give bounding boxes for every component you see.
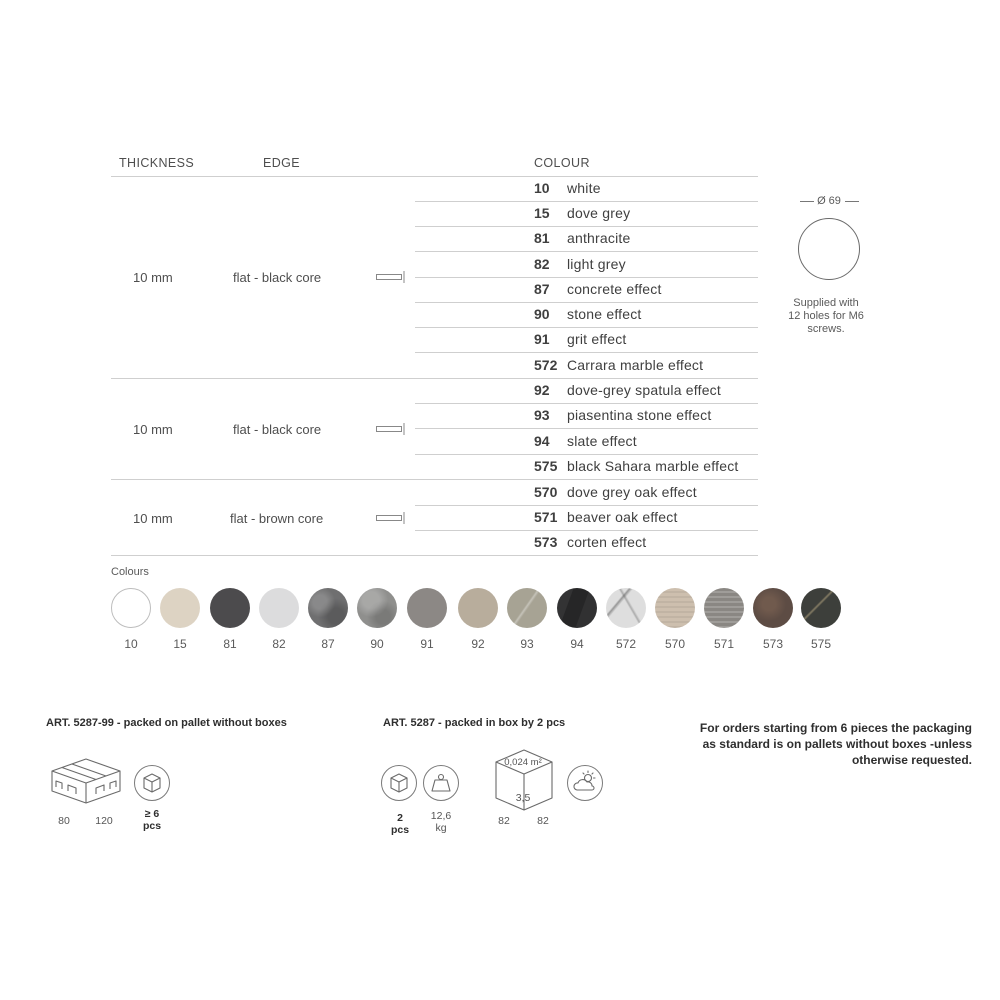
colour-name: stone effect bbox=[567, 306, 642, 322]
colour-name: dove grey bbox=[567, 205, 631, 221]
header-colour: COLOUR bbox=[534, 156, 590, 170]
swatch-carrara bbox=[606, 588, 646, 628]
note-line: as standard is on pallets without boxes -unless bbox=[702, 737, 972, 751]
weather-icon bbox=[568, 766, 602, 800]
colour-name: concrete effect bbox=[567, 281, 662, 297]
colour-name: dove grey oak effect bbox=[567, 484, 697, 500]
pallet-qty-line: ≥ 6 bbox=[144, 808, 160, 820]
colour-row bbox=[534, 530, 758, 555]
supplied-line: Supplied with bbox=[793, 297, 859, 309]
colour-code: 570 bbox=[534, 484, 558, 500]
box-dim-a: 82 bbox=[498, 815, 510, 827]
colour-name: dove-grey spatula effect bbox=[567, 382, 721, 398]
weight-circle bbox=[423, 765, 459, 801]
swatch-dove-grey-oak bbox=[655, 588, 695, 628]
colour-code: 15 bbox=[534, 205, 550, 221]
box-icon bbox=[382, 766, 416, 800]
box-weight bbox=[424, 810, 458, 834]
colour-row bbox=[534, 454, 758, 479]
pallet-title: ART. 5287-99 - packed on pallet without boxes bbox=[46, 717, 287, 729]
colour-row bbox=[534, 378, 758, 403]
box-icon bbox=[135, 766, 169, 800]
box-pieces-line: pcs bbox=[390, 824, 410, 836]
colour-name: grit effect bbox=[567, 331, 627, 347]
colour-row bbox=[534, 353, 758, 378]
colour-name: black Sahara marble effect bbox=[567, 458, 739, 474]
colour-code: 92 bbox=[534, 382, 550, 398]
colour-code: 571 bbox=[534, 509, 558, 525]
colour-row bbox=[534, 327, 758, 352]
pallet-qty-line: pcs bbox=[142, 820, 162, 832]
diameter-label: Ø 69 bbox=[817, 195, 841, 207]
colour-row bbox=[534, 429, 758, 454]
colour-code: 572 bbox=[534, 357, 558, 373]
swatch-label: 572 bbox=[615, 637, 637, 651]
swatch-concrete bbox=[308, 588, 348, 628]
edge-profile-icon bbox=[376, 271, 406, 283]
colour-code: 90 bbox=[534, 306, 550, 322]
colour-code: 573 bbox=[534, 534, 558, 550]
group-3-thickness: 10 mm bbox=[133, 511, 173, 526]
colour-row bbox=[534, 277, 758, 302]
swatch-label: 94 bbox=[570, 637, 584, 651]
edge-profile-icon bbox=[376, 512, 406, 524]
group-2-thickness: 10 mm bbox=[133, 422, 173, 437]
colour-code: 93 bbox=[534, 407, 550, 423]
swatch-label: 573 bbox=[762, 637, 784, 651]
supplied-line: screws. bbox=[807, 323, 845, 335]
box-title: ART. 5287 - packed in box by 2 pcs bbox=[383, 717, 566, 729]
packaging-note bbox=[640, 720, 972, 768]
box-pieces-line: 2 bbox=[397, 812, 403, 824]
table-bottom-line bbox=[111, 555, 758, 556]
swatch-stone bbox=[357, 588, 397, 628]
supplied-note bbox=[776, 297, 876, 336]
colour-row bbox=[534, 403, 758, 428]
colour-code: 81 bbox=[534, 230, 550, 246]
swatch-label: 92 bbox=[471, 637, 485, 651]
group-3-edge: flat - brown core bbox=[230, 511, 324, 526]
colour-code: 94 bbox=[534, 433, 550, 449]
swatch-grit bbox=[407, 588, 447, 628]
box-circle bbox=[134, 765, 170, 801]
swatch-piasentina bbox=[507, 588, 547, 628]
supplied-line: 12 holes for M6 bbox=[788, 310, 864, 322]
pallet-dim-a: 80 bbox=[58, 815, 70, 827]
swatch-light-grey bbox=[259, 588, 299, 628]
colour-name: beaver oak effect bbox=[567, 509, 678, 525]
swatch-black-sahara bbox=[801, 588, 841, 628]
colour-code: 91 bbox=[534, 331, 550, 347]
colour-name: slate effect bbox=[567, 433, 637, 449]
swatch-label: 575 bbox=[810, 637, 832, 651]
swatch-corten bbox=[753, 588, 793, 628]
box-volume: 0,024 m² bbox=[504, 757, 542, 768]
header-edge: EDGE bbox=[263, 156, 301, 170]
dimension-line bbox=[845, 201, 859, 202]
swatch-label: 81 bbox=[223, 637, 237, 651]
swatch-label: 571 bbox=[713, 637, 735, 651]
group-1-edge: flat - black core bbox=[233, 270, 322, 285]
colour-row bbox=[534, 226, 758, 251]
colour-code: 87 bbox=[534, 281, 550, 297]
weight-icon bbox=[424, 766, 458, 800]
colour-code: 82 bbox=[534, 256, 550, 272]
edge-profile-icon bbox=[376, 423, 406, 435]
colour-row bbox=[534, 176, 758, 201]
group-1-thickness: 10 mm bbox=[133, 270, 173, 285]
box-pieces bbox=[384, 812, 416, 836]
colour-name: anthracite bbox=[567, 230, 631, 246]
note-line: otherwise requested. bbox=[851, 753, 972, 767]
round-top-circle-icon bbox=[798, 218, 860, 280]
swatch-slate bbox=[557, 588, 597, 628]
colour-name: Carrara marble effect bbox=[567, 357, 704, 373]
swatch-label: 10 bbox=[124, 637, 138, 651]
box-weight-line: 12,6 bbox=[430, 810, 452, 822]
colour-name: white bbox=[567, 180, 601, 196]
swatch-label: 570 bbox=[664, 637, 686, 651]
box-dim-b: 82 bbox=[537, 815, 549, 827]
pallet-icon bbox=[48, 757, 124, 817]
swatch-label: 15 bbox=[173, 637, 187, 651]
pallet-quantity bbox=[136, 808, 168, 832]
swatch-anthracite bbox=[210, 588, 250, 628]
weather-circle bbox=[567, 765, 603, 801]
swatch-white bbox=[111, 588, 151, 628]
swatch-label: 82 bbox=[272, 637, 286, 651]
colour-row bbox=[534, 252, 758, 277]
colour-row bbox=[534, 505, 758, 530]
colour-name: corten effect bbox=[567, 534, 647, 550]
swatch-beaver-oak bbox=[704, 588, 744, 628]
box-circle bbox=[381, 765, 417, 801]
colour-code: 575 bbox=[534, 458, 558, 474]
colour-code: 10 bbox=[534, 180, 550, 196]
colour-row bbox=[534, 302, 758, 327]
note-line: For orders starting from 6 pieces the packaging bbox=[699, 721, 972, 735]
colour-row bbox=[534, 480, 758, 505]
swatch-label: 91 bbox=[420, 637, 434, 651]
colours-label: Colours bbox=[111, 566, 149, 578]
box-height: 3,5 bbox=[515, 792, 531, 804]
swatch-dove-grey bbox=[160, 588, 200, 628]
swatch-label: 90 bbox=[370, 637, 384, 651]
colour-name: piasentina stone effect bbox=[567, 407, 712, 423]
group-2-edge: flat - black core bbox=[233, 422, 322, 437]
swatch-label: 93 bbox=[520, 637, 534, 651]
colour-row bbox=[534, 201, 758, 226]
box-weight-line: kg bbox=[435, 822, 447, 834]
colour-name: light grey bbox=[567, 256, 626, 272]
pallet-dim-b: 120 bbox=[95, 815, 113, 827]
header-thickness: THICKNESS bbox=[119, 156, 195, 170]
swatch-spatula bbox=[458, 588, 498, 628]
swatch-label: 87 bbox=[321, 637, 335, 651]
